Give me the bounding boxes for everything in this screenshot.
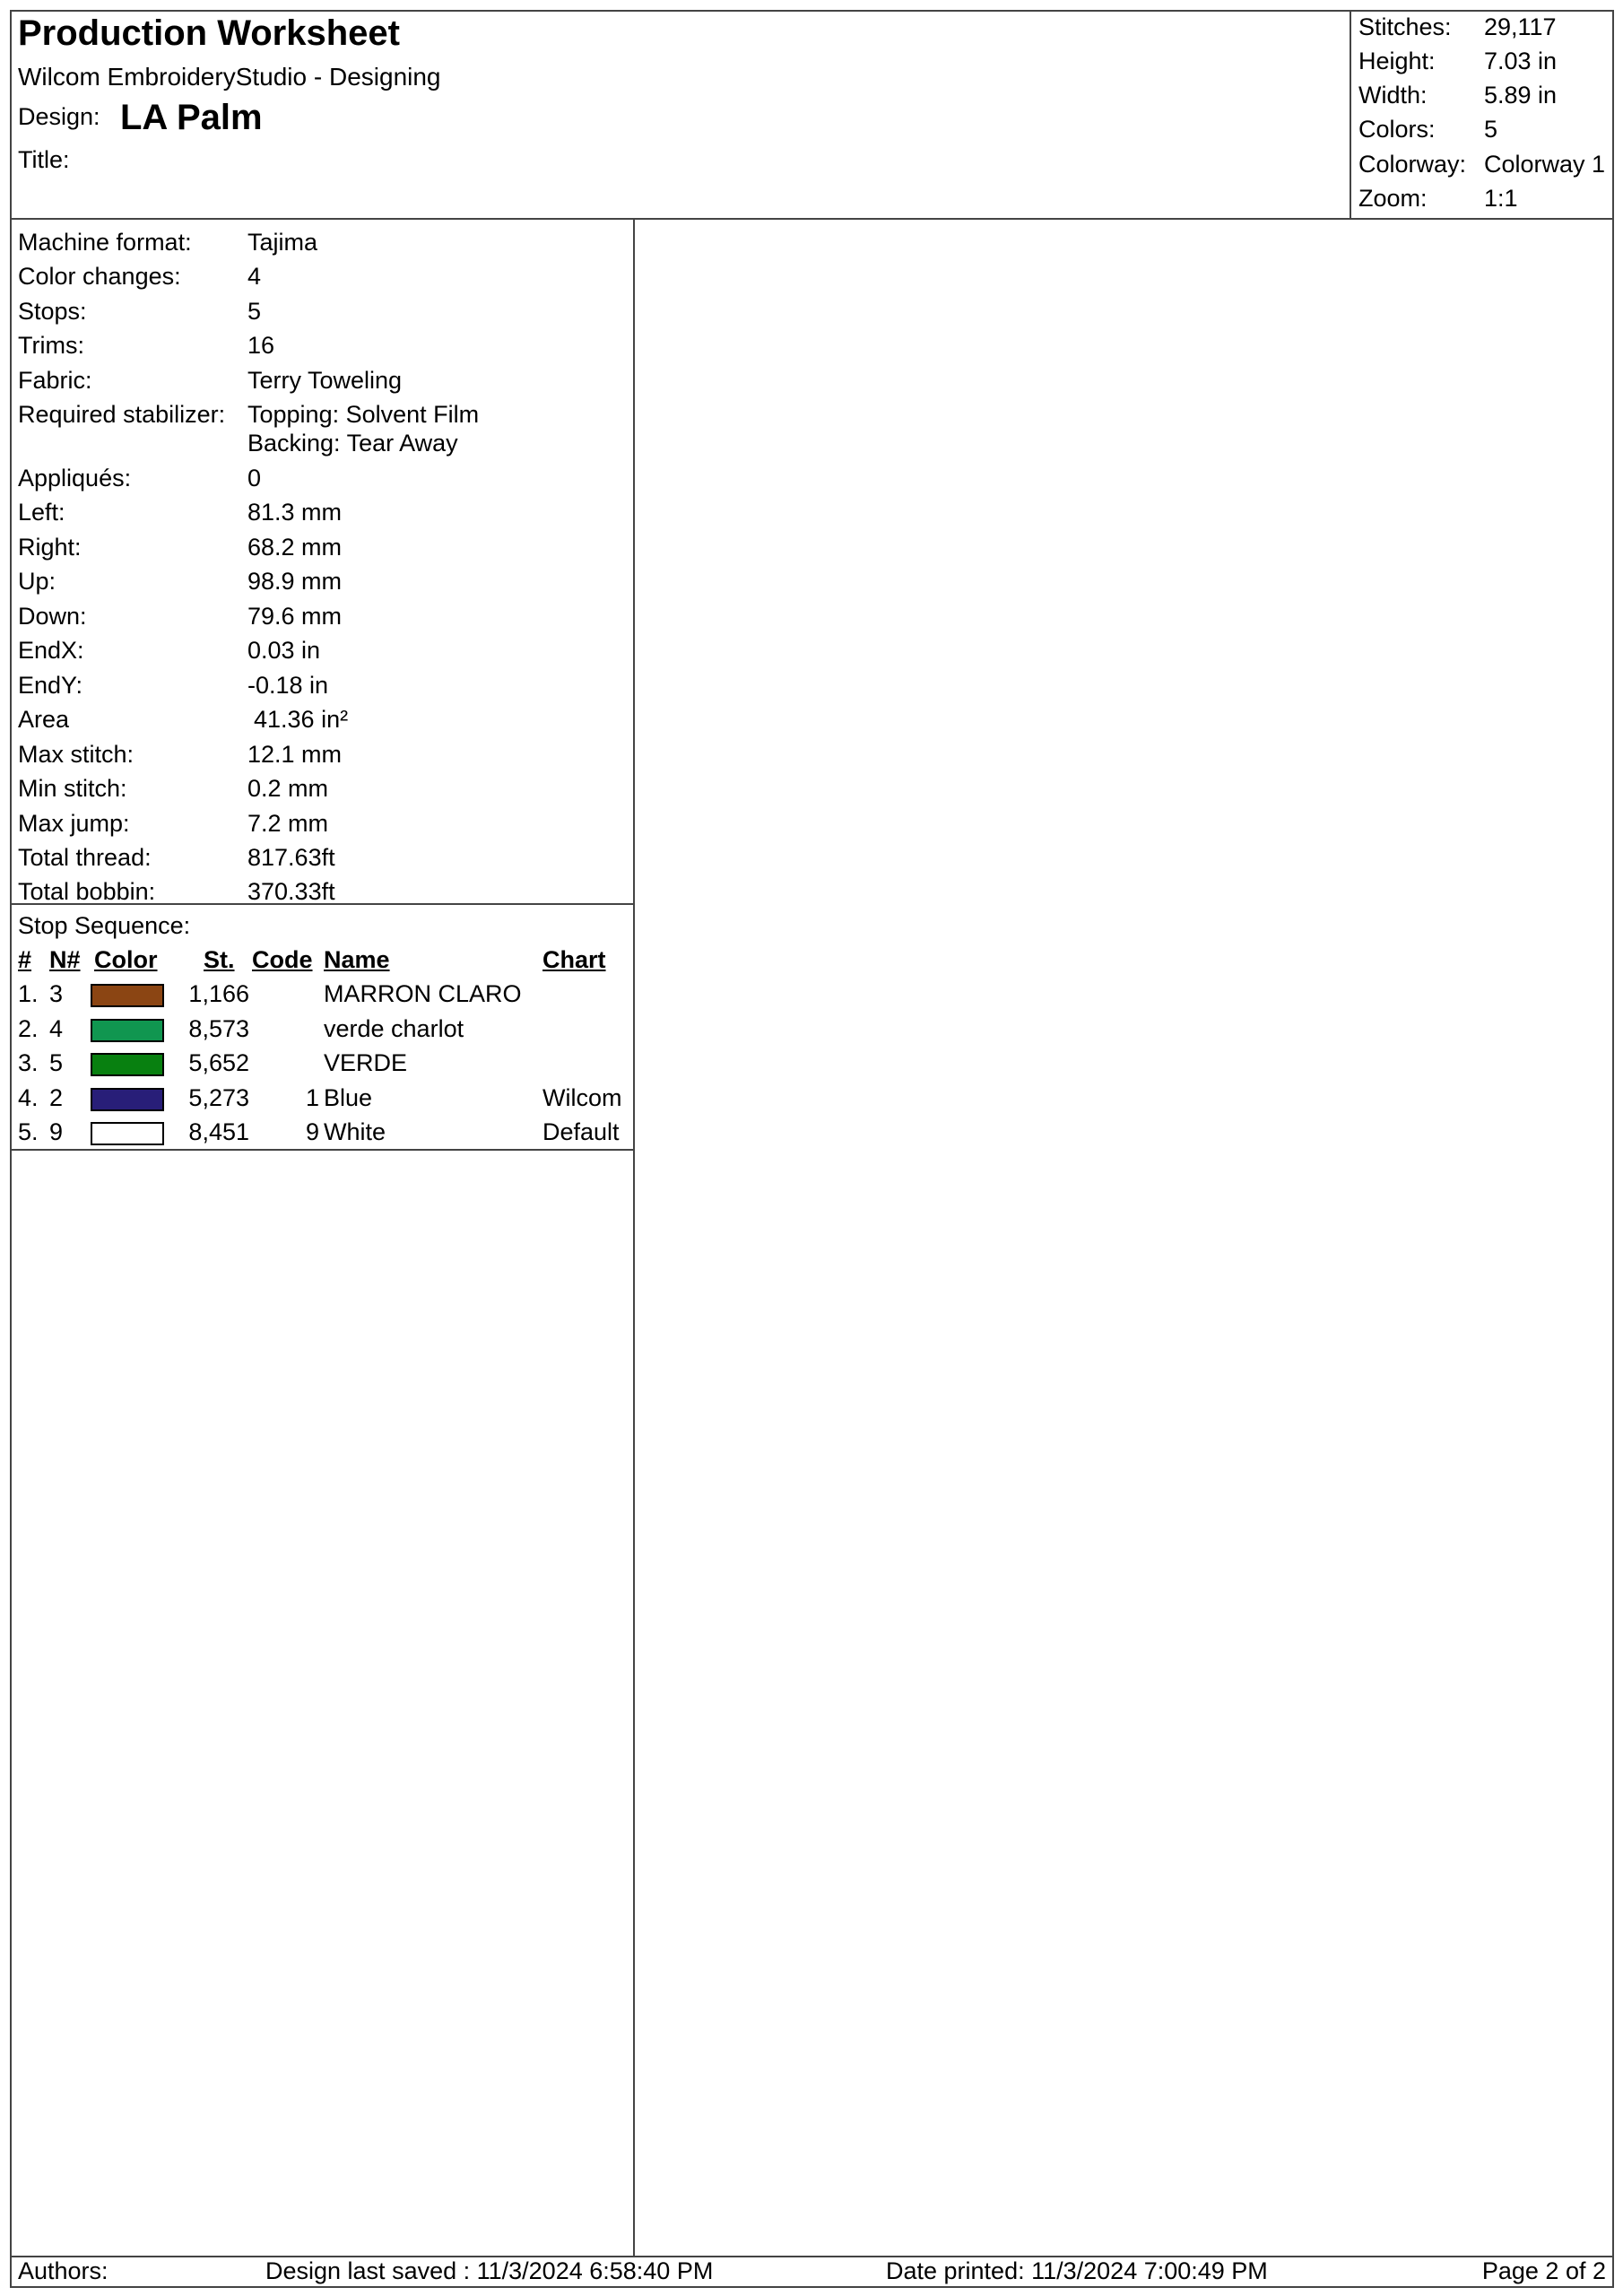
row-name: MARRON CLARO [324, 980, 522, 1007]
col-header-chart: Chart [542, 946, 606, 973]
prop-label: EndX: [18, 637, 84, 664]
row-num: 2. [18, 1014, 39, 1042]
design-label: Design: [18, 103, 100, 130]
row-needle: 2 [49, 1083, 64, 1111]
stat-label: Stitches: [1358, 13, 1452, 40]
prop-value: 81.3 mm [247, 499, 343, 526]
table-row [12, 1049, 633, 1083]
worksheet-header [12, 12, 1612, 220]
table-row [12, 1015, 633, 1049]
prop-value: 7.2 mm [247, 810, 329, 837]
footer-page-number: Page 2 of 2 [1481, 2257, 1606, 2284]
footer-last-saved: Design last saved : 11/3/2024 6:58:40 PM [265, 2257, 714, 2284]
color-swatch [91, 1088, 164, 1111]
prop-value: 0 [247, 465, 262, 491]
color-swatch [91, 1019, 164, 1042]
row-code: 1 [305, 1083, 319, 1111]
stat-label: Zoom: [1358, 185, 1428, 212]
row-needle: 5 [49, 1049, 64, 1077]
row-code: 9 [305, 1118, 319, 1146]
color-swatch [91, 1053, 164, 1076]
row-needle: 9 [49, 1118, 64, 1146]
stat-label: Height: [1358, 48, 1436, 74]
col-header-color: Color [94, 946, 158, 973]
worksheet-title: Production Worksheet [18, 13, 400, 53]
prop-value: 41.36 in² [254, 706, 349, 733]
worksheet-footer [12, 2256, 1612, 2288]
row-needle: 4 [49, 1014, 64, 1042]
stat-value: 1:1 [1484, 185, 1518, 212]
design-properties [12, 218, 633, 905]
stat-value: Colorway 1 [1484, 151, 1606, 178]
row-num: 1. [18, 980, 39, 1007]
design-row [18, 98, 263, 138]
stat-label: Colorway: [1358, 151, 1467, 178]
left-column [12, 218, 635, 2256]
header-info [18, 12, 1345, 218]
prop-value: Backing: Tear Away [247, 430, 458, 457]
prop-value: Terry Toweling [247, 367, 403, 394]
prop-label: Area [18, 706, 70, 733]
title-label: Title: [18, 146, 70, 173]
prop-label: Trims: [18, 332, 84, 359]
prop-label: Required stabilizer: [18, 401, 226, 428]
stat-label: Colors: [1358, 116, 1436, 143]
row-stitches: 8,573 [188, 1014, 249, 1042]
row-chart: Default [542, 1118, 620, 1146]
prop-value: 12.1 mm [247, 741, 343, 768]
prop-value: 79.6 mm [247, 603, 343, 630]
col-header-num: # [18, 946, 32, 973]
prop-value: Topping: Solvent Film [247, 401, 480, 428]
stat-value: 5.89 in [1484, 82, 1558, 109]
row-name: verde charlot [324, 1014, 464, 1042]
col-header-code: Code [252, 946, 313, 973]
prop-value: 5 [247, 298, 262, 325]
prop-value: 98.9 mm [247, 568, 343, 595]
row-needle: 3 [49, 980, 64, 1007]
prop-label: Color changes: [18, 263, 181, 290]
prop-label: Down: [18, 603, 87, 630]
row-name: Blue [324, 1083, 373, 1111]
row-chart: Wilcom [542, 1083, 622, 1111]
col-header-needle: N# [49, 946, 81, 973]
footer-date-printed: Date printed: 11/3/2024 7:00:49 PM [886, 2257, 1268, 2284]
prop-label: Max stitch: [18, 741, 135, 768]
prop-value: Tajima [247, 229, 318, 256]
prop-label: Left: [18, 499, 65, 526]
worksheet-frame [10, 10, 1614, 2288]
prop-label: Machine format: [18, 229, 192, 256]
row-name: VERDE [324, 1049, 408, 1077]
col-header-name: Name [324, 946, 390, 973]
prop-value: 370.33ft [247, 878, 335, 905]
prop-label: Right: [18, 534, 82, 561]
color-swatch [91, 984, 164, 1007]
row-stitches: 8,451 [188, 1118, 249, 1146]
row-num: 4. [18, 1083, 39, 1111]
row-num: 5. [18, 1118, 39, 1146]
table-row [12, 1118, 633, 1152]
row-stitches: 5,273 [188, 1083, 249, 1111]
col-header-stitches: St. [204, 946, 235, 973]
prop-value: 4 [247, 263, 262, 290]
stop-sequence [12, 905, 633, 1151]
app-name: Wilcom EmbroideryStudio - Designing [18, 63, 441, 91]
prop-value: -0.18 in [247, 672, 329, 699]
prop-value: 68.2 mm [247, 534, 343, 561]
prop-value: 0.2 mm [247, 775, 329, 802]
prop-value: 0.03 in [247, 637, 321, 664]
prop-label: EndY: [18, 672, 83, 699]
row-name: White [324, 1118, 386, 1146]
row-stitches: 5,652 [188, 1049, 249, 1077]
prop-label: Total bobbin: [18, 878, 156, 905]
prop-label: Appliqués: [18, 465, 132, 491]
stat-value: 29,117 [1484, 13, 1557, 40]
prop-label: Total thread: [18, 844, 152, 871]
prop-value: 817.63ft [247, 844, 335, 871]
stat-label: Width: [1358, 82, 1428, 109]
prop-label: Fabric: [18, 367, 92, 394]
prop-label: Min stitch: [18, 775, 127, 802]
prop-value: 16 [247, 332, 275, 359]
design-stats [1350, 12, 1612, 218]
footer-authors: Authors: [18, 2257, 108, 2284]
row-num: 3. [18, 1049, 39, 1077]
prop-label: Up: [18, 568, 56, 595]
stop-sequence-label: Stop Sequence: [18, 912, 191, 939]
prop-label: Max jump: [18, 810, 130, 837]
prop-label: Stops: [18, 298, 87, 325]
color-swatch [91, 1122, 164, 1145]
design-name: LA Palm [120, 98, 263, 137]
table-row [12, 1084, 633, 1118]
stat-value: 5 [1484, 116, 1498, 143]
row-stitches: 1,166 [188, 980, 249, 1007]
stat-value: 7.03 in [1484, 48, 1558, 74]
table-row [12, 980, 633, 1014]
